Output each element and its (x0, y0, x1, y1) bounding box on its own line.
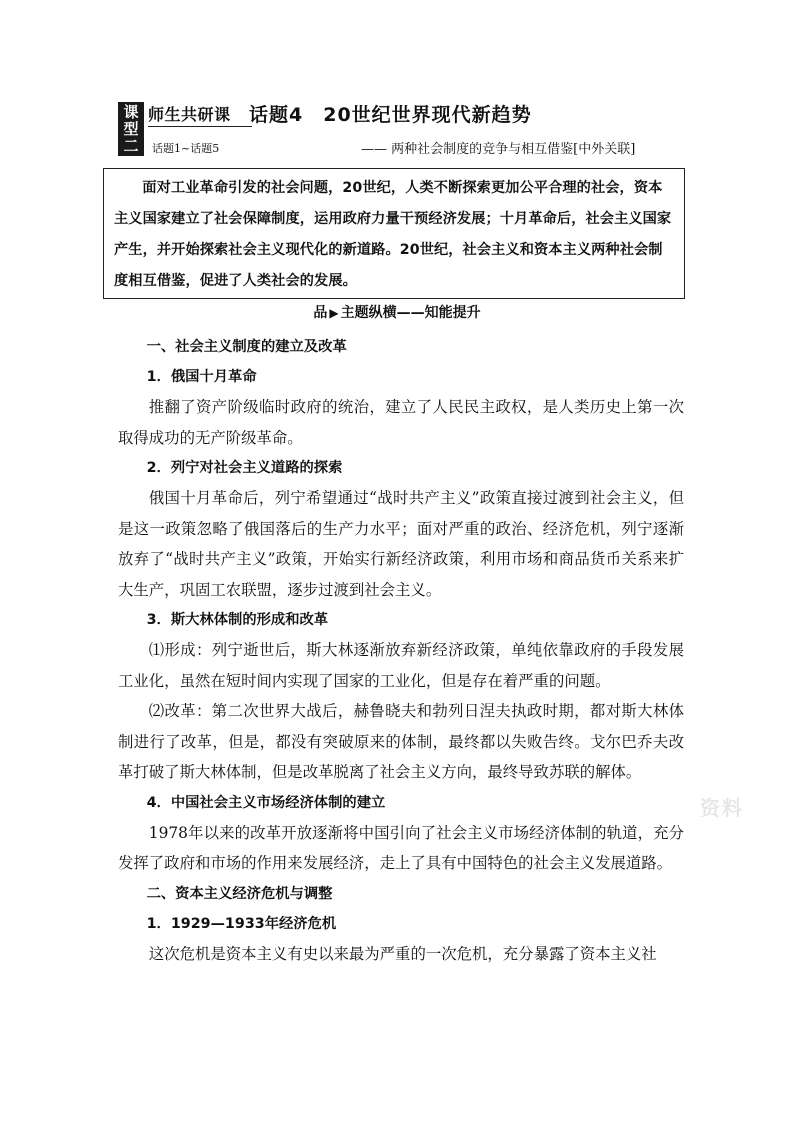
subheading: 3．斯大林体制的形成和改革 (146, 612, 329, 628)
paragraph: ⑵改革：第二次世界大战后，赫鲁晓夫和勃列日涅夫执政时期，都对斯大林体制进行了改革，但是，都没有突破原来的体制，最终都以失败告终。戈尔巴乔夫改革打破了斯大林体制，但是改革脱离了社会主义方向，最终导致苏联的解体。 (118, 702, 684, 781)
paragraph: 俄国十月革命后，列宁希望通过“战时共产主义”政策直接过渡到社会主义，但是这一政策忽略了俄国落后的生产力水平；面对严重的政治、经济危机，列宁逐渐放弃了“战时共产主义”政策，开始实行新经济政策，利用市场和商品货币关系来扩大生产，巩固工农联盟，逐步过渡到社会主义。 (118, 489, 684, 599)
subheading: 4．中国社会主义市场经济体制的建立 (146, 794, 386, 811)
paragraph: 1978年以来的改革开放逐渐将中国引向了社会主义市场经济体制的轨道，充分发挥了政府和市场的作用来发展经济，走上了具有中国特色的社会主义发展道路。 (118, 823, 684, 872)
badge-char: 二 (123, 137, 139, 155)
lesson-header (118, 98, 678, 158)
heading-2: 二、资本主义经济危机与调整 (146, 885, 333, 902)
main-content (118, 332, 684, 969)
watermark: 资料 (700, 796, 744, 820)
section-divider (148, 126, 252, 127)
intro-box (103, 168, 685, 299)
section-name: 师生共研课 (148, 105, 231, 124)
section-range: 话题1~话题5 (152, 142, 220, 155)
paragraph: ⑴形成：列宁逝世后，斯大林逐渐放弃新经济政策，单纯依靠政府的手段发展工业化，虽然在短时间内实现了国家的工业化，但是存在着严重的问题。 (118, 641, 684, 690)
section-band (0, 302, 794, 322)
paragraph: 推翻了资产阶级临时政府的统治，建立了人民民主政权，是人类历史上第一次取得成功的无产阶级革命。 (118, 398, 684, 447)
subheading: 1．俄国十月革命 (146, 369, 257, 385)
subheading: 1．1929—1933年经济危机 (146, 915, 337, 932)
topic-title: 话题4 20世纪世界现代新趋势 (249, 104, 532, 126)
badge-char: 型 (123, 120, 139, 138)
subheading: 2．列宁对社会主义道路的探索 (146, 460, 343, 476)
badge-char: 课 (123, 103, 139, 121)
lesson-type-badge (118, 102, 144, 156)
heading-1: 一、社会主义制度的建立及改革 (146, 339, 347, 355)
intro-text: 面对工业革命引发的社会问题，20世纪，人类不断探索更加公平合理的社会，资本主义国家建立了社会保障制度，运用政府力量干预经济发展；十月革命后，社会主义国家产生，并开始探索社会主义现代化的新道路。20世纪，社会主义和资本主义两种社会制度相互借鉴，促进了人类社会的发展。 (114, 180, 672, 289)
band-prefix: 品 (313, 305, 328, 321)
paragraph: 这次危机是资本主义有史以来最为严重的一次危机，充分暴露了资本主义社 (148, 944, 657, 963)
play-triangle-icon: ▶ (329, 306, 339, 320)
topic-subtitle: —— 两种社会制度的竞争与相互借鉴[中外关联] (361, 142, 636, 157)
band-title: 主题纵横——知能提升 (340, 305, 481, 321)
